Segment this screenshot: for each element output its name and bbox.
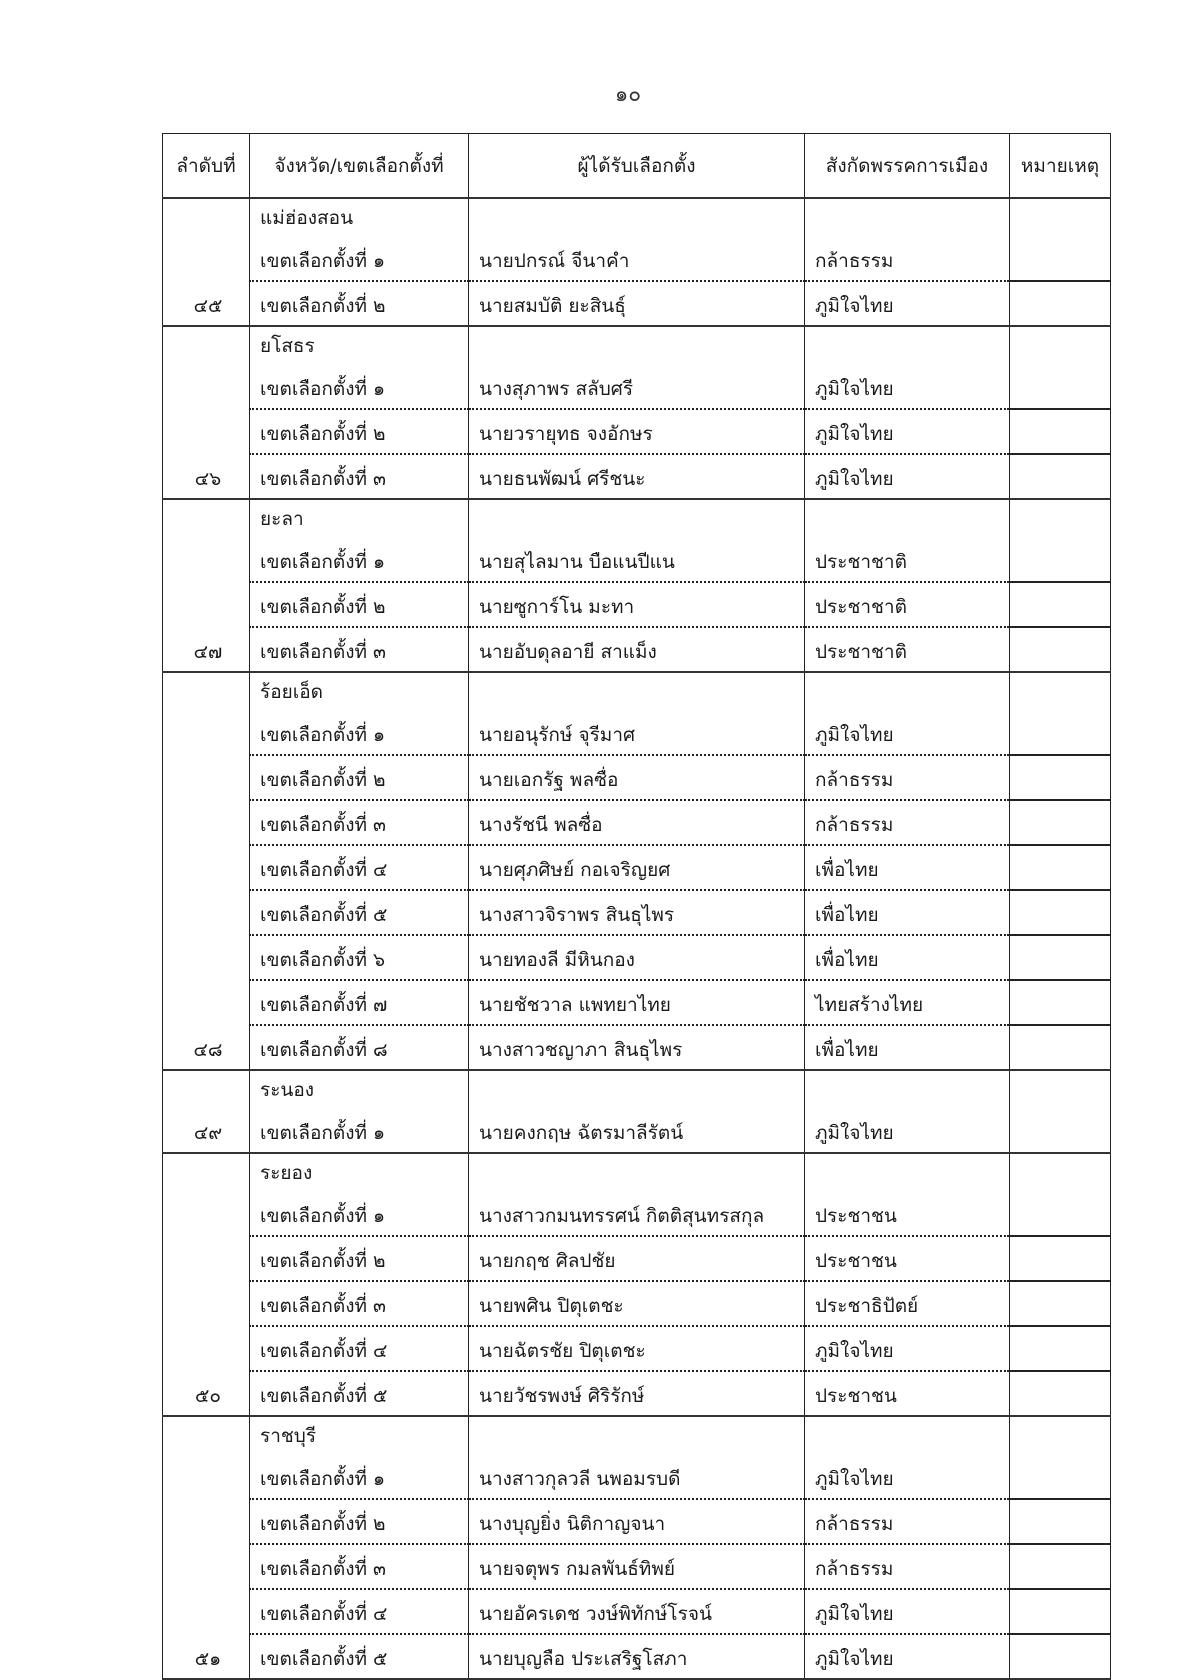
note-cell — [1010, 935, 1111, 980]
province-row — [163, 499, 1111, 538]
note-cell — [1010, 281, 1111, 326]
party-cell: ประชาชน — [805, 1371, 1010, 1416]
party-cell-empty — [805, 672, 1010, 711]
elected-name-cell: นายคงกฤษ ฉัตรมาลีรัตน์ — [469, 1109, 805, 1153]
elected-name-cell: นายทองลี มีหินกอง — [469, 935, 805, 980]
table-row — [163, 1192, 1111, 1236]
district-cell: เขตเลือกตั้งที่ ๑ — [250, 538, 469, 582]
party-cell: ภูมิใจไทย — [805, 1326, 1010, 1371]
party-cell: กล้าธรรม — [805, 1499, 1010, 1544]
elected-name-cell: นายธนพัฒน์ ศรีชนะ — [469, 454, 805, 499]
row-number: ๔๗ — [163, 499, 250, 672]
table-row — [163, 1634, 1111, 1679]
note-cell — [1010, 845, 1111, 890]
note-cell — [1010, 1371, 1111, 1416]
table-row — [163, 1455, 1111, 1499]
table-row — [163, 1236, 1111, 1281]
table-row — [163, 409, 1111, 454]
elected-name-cell: นายวัชรพงษ์ ศิริรักษ์ — [469, 1371, 805, 1416]
party-cell: ภูมิใจไทย — [805, 1589, 1010, 1634]
district-cell: เขตเลือกตั้งที่ ๕ — [250, 890, 469, 935]
note-cell — [1010, 1589, 1111, 1634]
note-cell — [1010, 454, 1111, 499]
party-cell: กล้าธรรม — [805, 237, 1010, 281]
note-cell — [1010, 1236, 1111, 1281]
district-cell: เขตเลือกตั้งที่ ๑ — [250, 711, 469, 755]
elected-name-cell: นางสาวจิราพร สินธุไพร — [469, 890, 805, 935]
district-cell: เขตเลือกตั้งที่ ๗ — [250, 980, 469, 1025]
note-cell — [1010, 365, 1111, 409]
header-no: ลำดับที่ — [163, 134, 250, 199]
elected-name-cell: นายกฤช ศิลปชัย — [469, 1236, 805, 1281]
party-cell: ภูมิใจไทย — [805, 365, 1010, 409]
table-row — [163, 1326, 1111, 1371]
header-note: หมายเหตุ — [1010, 134, 1111, 199]
district-cell: เขตเลือกตั้งที่ ๔ — [250, 845, 469, 890]
party-cell-empty — [805, 499, 1010, 538]
header-district: จังหวัด/เขตเลือกตั้งที่ — [250, 134, 469, 199]
note-cell — [1010, 409, 1111, 454]
note-cell — [1010, 1192, 1111, 1236]
note-cell — [1010, 1634, 1111, 1679]
table-row — [163, 935, 1111, 980]
elected-cell-empty — [469, 326, 805, 365]
party-cell: เพื่อไทย — [805, 935, 1010, 980]
province-row — [163, 1070, 1111, 1109]
election-results-table — [162, 133, 1111, 1680]
note-cell — [1010, 1281, 1111, 1326]
province-row — [163, 672, 1111, 711]
table-row — [163, 800, 1111, 845]
elected-name-cell: นายสุไลมาน บือแนปีแน — [469, 538, 805, 582]
district-cell: เขตเลือกตั้งที่ ๓ — [250, 1544, 469, 1589]
elected-cell-empty — [469, 1153, 805, 1192]
district-cell: เขตเลือกตั้งที่ ๕ — [250, 1371, 469, 1416]
row-number: ๔๕ — [163, 198, 250, 326]
elected-name-cell: นางสาวชญาภา สินธุไพร — [469, 1025, 805, 1070]
note-cell — [1010, 582, 1111, 627]
elected-name-cell: นางบุญยิ่ง นิติกาญจนา — [469, 1499, 805, 1544]
elected-name-cell: นางสาวกุลวลี นพอมรบดี — [469, 1455, 805, 1499]
party-cell: เพื่อไทย — [805, 845, 1010, 890]
note-cell-empty — [1010, 326, 1111, 365]
district-cell: เขตเลือกตั้งที่ ๖ — [250, 935, 469, 980]
table-row — [163, 627, 1111, 672]
elected-name-cell: นายบุญลือ ประเสริฐโสภา — [469, 1634, 805, 1679]
district-cell: เขตเลือกตั้งที่ ๒ — [250, 281, 469, 326]
province-row — [163, 1416, 1111, 1455]
province-name: ระนอง — [250, 1070, 469, 1109]
party-cell: ประชาชน — [805, 1192, 1010, 1236]
elected-name-cell: นางสาวกมนทรรศน์ กิตติสุนทรสกุล — [469, 1192, 805, 1236]
note-cell — [1010, 627, 1111, 672]
elected-name-cell: นายอับดุลอายี สาแม็ง — [469, 627, 805, 672]
table-row — [163, 582, 1111, 627]
page-number: ๑๐ — [614, 82, 642, 106]
elected-cell-empty — [469, 198, 805, 237]
table-row — [163, 711, 1111, 755]
party-cell: ภูมิใจไทย — [805, 1109, 1010, 1153]
party-cell: ภูมิใจไทย — [805, 409, 1010, 454]
note-cell — [1010, 237, 1111, 281]
district-cell: เขตเลือกตั้งที่ ๑ — [250, 237, 469, 281]
elected-cell-empty — [469, 1070, 805, 1109]
party-cell: ประชาชาติ — [805, 627, 1010, 672]
elected-name-cell: นายเอกรัฐ พลซื่อ — [469, 755, 805, 800]
note-cell — [1010, 1544, 1111, 1589]
table-row — [163, 538, 1111, 582]
elected-name-cell: นายสมบัติ ยะสินธุ์ — [469, 281, 805, 326]
header-elected: ผู้ได้รับเลือกตั้ง — [469, 134, 805, 199]
elected-name-cell: นายชัชวาล แพทยาไทย — [469, 980, 805, 1025]
table-row — [163, 1025, 1111, 1070]
party-cell: ภูมิใจไทย — [805, 454, 1010, 499]
note-cell-empty — [1010, 1153, 1111, 1192]
district-cell: เขตเลือกตั้งที่ ๕ — [250, 1634, 469, 1679]
elected-name-cell: นายวรายุทธ จงอักษร — [469, 409, 805, 454]
district-cell: เขตเลือกตั้งที่ ๓ — [250, 627, 469, 672]
party-cell: กล้าธรรม — [805, 755, 1010, 800]
district-cell: เขตเลือกตั้งที่ ๑ — [250, 365, 469, 409]
row-number: ๕๐ — [163, 1153, 250, 1416]
district-cell: เขตเลือกตั้งที่ ๓ — [250, 800, 469, 845]
table-row — [163, 890, 1111, 935]
note-cell — [1010, 755, 1111, 800]
elected-name-cell: นางสุภาพร สลับศรี — [469, 365, 805, 409]
province-name: แม่ฮ่องสอน — [250, 198, 469, 237]
table-row — [163, 1544, 1111, 1589]
elected-name-cell: นายอนุรักษ์ จุรีมาศ — [469, 711, 805, 755]
row-number: ๕๑ — [163, 1416, 250, 1679]
note-cell — [1010, 890, 1111, 935]
elected-cell-empty — [469, 1416, 805, 1455]
elected-name-cell: นายปกรณ์ จีนาคำ — [469, 237, 805, 281]
table-row — [163, 365, 1111, 409]
province-row — [163, 1153, 1111, 1192]
party-cell: ภูมิใจไทย — [805, 1455, 1010, 1499]
province-name: ราชบุรี — [250, 1416, 469, 1455]
note-cell — [1010, 800, 1111, 845]
elected-name-cell: นางรัชนี พลซื่อ — [469, 800, 805, 845]
district-cell: เขตเลือกตั้งที่ ๔ — [250, 1589, 469, 1634]
note-cell — [1010, 1025, 1111, 1070]
table-row — [163, 281, 1111, 326]
party-cell: กล้าธรรม — [805, 800, 1010, 845]
party-cell-empty — [805, 1416, 1010, 1455]
province-name: ระยอง — [250, 1153, 469, 1192]
party-cell-empty — [805, 326, 1010, 365]
table-row — [163, 845, 1111, 890]
party-cell-empty — [805, 1153, 1010, 1192]
note-cell — [1010, 1455, 1111, 1499]
elected-cell-empty — [469, 672, 805, 711]
note-cell-empty — [1010, 499, 1111, 538]
province-row — [163, 198, 1111, 237]
table-row — [163, 755, 1111, 800]
elected-name-cell: นายซูการ์โน มะทา — [469, 582, 805, 627]
elected-name-cell: นายศุภศิษย์ กอเจริญยศ — [469, 845, 805, 890]
party-cell: กล้าธรรม — [805, 1544, 1010, 1589]
district-cell: เขตเลือกตั้งที่ ๒ — [250, 582, 469, 627]
district-cell: เขตเลือกตั้งที่ ๓ — [250, 1281, 469, 1326]
row-number: ๔๘ — [163, 672, 250, 1070]
province-name: ยโสธร — [250, 326, 469, 365]
table-row — [163, 237, 1111, 281]
district-cell: เขตเลือกตั้งที่ ๒ — [250, 1499, 469, 1544]
province-name: ยะลา — [250, 499, 469, 538]
table-row — [163, 1371, 1111, 1416]
province-name: ร้อยเอ็ด — [250, 672, 469, 711]
table-row — [163, 1109, 1111, 1153]
party-cell: ประชาชาติ — [805, 538, 1010, 582]
district-cell: เขตเลือกตั้งที่ ๑ — [250, 1455, 469, 1499]
header-party: สังกัดพรรคการเมือง — [805, 134, 1010, 199]
party-cell: ภูมิใจไทย — [805, 1634, 1010, 1679]
note-cell-empty — [1010, 198, 1111, 237]
table-row — [163, 1499, 1111, 1544]
party-cell: เพื่อไทย — [805, 1025, 1010, 1070]
note-cell-empty — [1010, 672, 1111, 711]
note-cell — [1010, 711, 1111, 755]
province-row — [163, 326, 1111, 365]
elected-name-cell: นายพศิน ปิตุเตชะ — [469, 1281, 805, 1326]
note-cell — [1010, 1499, 1111, 1544]
party-cell: ภูมิใจไทย — [805, 281, 1010, 326]
district-cell: เขตเลือกตั้งที่ ๑ — [250, 1192, 469, 1236]
party-cell: ภูมิใจไทย — [805, 711, 1010, 755]
note-cell-empty — [1010, 1416, 1111, 1455]
note-cell — [1010, 1109, 1111, 1153]
party-cell: ประชาธิปัตย์ — [805, 1281, 1010, 1326]
note-cell-empty — [1010, 1070, 1111, 1109]
elected-cell-empty — [469, 499, 805, 538]
district-cell: เขตเลือกตั้งที่ ๒ — [250, 755, 469, 800]
district-cell: เขตเลือกตั้งที่ ๘ — [250, 1025, 469, 1070]
table-row — [163, 454, 1111, 499]
elected-name-cell: นายจตุพร กมลพันธ์ทิพย์ — [469, 1544, 805, 1589]
elected-name-cell: นายอัครเดช วงษ์พิทักษ์โรจน์ — [469, 1589, 805, 1634]
party-cell-empty — [805, 1070, 1010, 1109]
table-header-row — [163, 134, 1111, 199]
district-cell: เขตเลือกตั้งที่ ๓ — [250, 454, 469, 499]
district-cell: เขตเลือกตั้งที่ ๒ — [250, 409, 469, 454]
party-cell: ประชาชาติ — [805, 582, 1010, 627]
table-row — [163, 980, 1111, 1025]
district-cell: เขตเลือกตั้งที่ ๑ — [250, 1109, 469, 1153]
district-cell: เขตเลือกตั้งที่ ๔ — [250, 1326, 469, 1371]
elected-name-cell: นายฉัตรชัย ปิตุเตชะ — [469, 1326, 805, 1371]
table-row — [163, 1589, 1111, 1634]
district-cell: เขตเลือกตั้งที่ ๒ — [250, 1236, 469, 1281]
table-body — [163, 198, 1111, 1679]
table-row — [163, 1281, 1111, 1326]
party-cell-empty — [805, 198, 1010, 237]
note-cell — [1010, 538, 1111, 582]
party-cell: ประชาชน — [805, 1236, 1010, 1281]
row-number: ๔๖ — [163, 326, 250, 499]
note-cell — [1010, 980, 1111, 1025]
row-number: ๔๙ — [163, 1070, 250, 1153]
note-cell — [1010, 1326, 1111, 1371]
party-cell: ไทยสร้างไทย — [805, 980, 1010, 1025]
party-cell: เพื่อไทย — [805, 890, 1010, 935]
